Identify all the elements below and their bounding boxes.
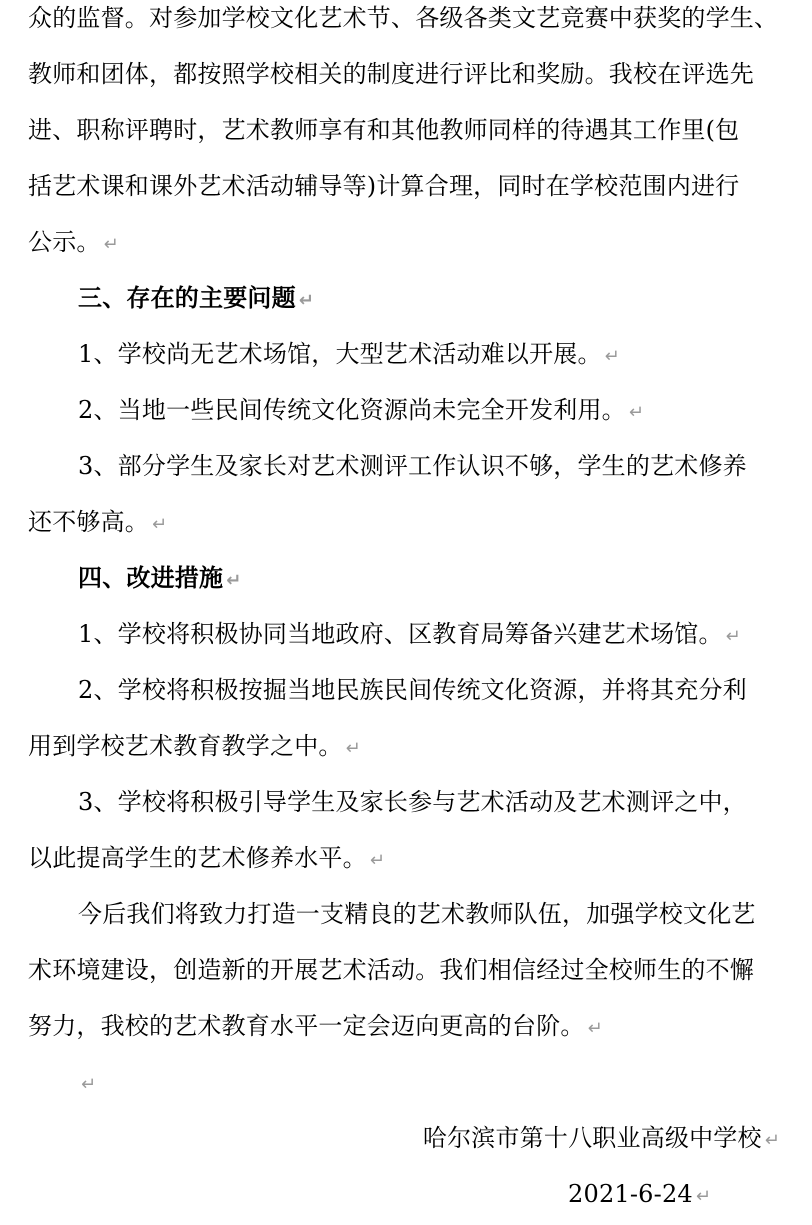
list-item-continuation <box>28 494 780 550</box>
text: 以此提高学生的艺术修养水平。 <box>28 844 367 872</box>
text: 众的监督。对参加学校文化艺术节、各级各类文艺竞赛中获奖的学生、 <box>28 4 779 32</box>
paragraph-mark-icon: ↵ <box>628 402 645 423</box>
paragraph-mark-icon: ↵ <box>345 738 361 759</box>
list-item <box>28 438 780 494</box>
section-heading <box>28 270 780 326</box>
paragraph-mark-icon: ↵ <box>298 290 315 311</box>
paragraph-mark-icon: ↵ <box>81 1074 97 1095</box>
text: 哈尔滨市第十八职业高级中学校 <box>422 1124 762 1152</box>
heading-text: 三、存在的主要问题 <box>78 283 296 312</box>
list-item <box>28 662 780 718</box>
text: 括艺术课和课外艺术活动辅导等)计算合理，同时在学校范围内进行 <box>28 172 740 200</box>
empty-paragraph <box>28 1054 780 1110</box>
text: 2、学校将积极按掘当地民族民间传统文化资源，并将其充分利 <box>78 676 747 704</box>
text: 努力，我校的艺术教育水平一定会迈向更高的台阶。 <box>28 1012 585 1040</box>
paragraph-mark-icon: ↵ <box>369 850 386 871</box>
closing-text-line <box>28 886 780 942</box>
text: 公示。 <box>28 228 101 256</box>
closing-text-line <box>28 942 780 998</box>
body-text-line <box>28 0 780 46</box>
paragraph-mark-icon: ↵ <box>695 1186 712 1207</box>
list-item <box>28 774 780 830</box>
text: 1、学校尚无艺术场馆，大型艺术活动难以开展。 <box>78 340 602 368</box>
text: 教师和团体，都按照学校相关的制度进行评比和奖励。我校在评选先 <box>28 60 754 88</box>
text: 今后我们将致力打造一支精良的艺术教师队伍，加强学校文化艺 <box>78 900 756 928</box>
heading-text: 四、改进措施 <box>78 563 224 592</box>
text: 2021-6-24 <box>568 1180 693 1208</box>
text: 用到学校艺术教育教学之中。 <box>28 732 343 760</box>
body-text-line <box>28 214 780 270</box>
paragraph-mark-icon: ↵ <box>604 346 620 367</box>
text: 3、学校将积极引导学生及家长参与艺术活动及艺术测评之中， <box>78 788 747 816</box>
text: 进、职称评聘时，艺术教师享有和其他教师同样的待遇其工作里(包 <box>28 116 740 144</box>
signature-date <box>28 1166 780 1222</box>
text: 3、部分学生及家长对艺术测评工作认识不够，学生的艺术修养 <box>78 452 747 480</box>
paragraph-mark-icon: ↵ <box>725 626 741 647</box>
list-item <box>28 382 780 438</box>
section-heading <box>28 550 780 606</box>
text: 术环境建设，创造新的开展艺术活动。我们相信经过全校师生的不懈 <box>28 956 754 984</box>
list-item <box>28 326 780 382</box>
paragraph-mark-icon: ↵ <box>152 514 168 535</box>
closing-text-line <box>28 998 780 1054</box>
document-page <box>28 0 780 1222</box>
paragraph-mark-icon: ↵ <box>103 234 119 255</box>
list-item-continuation <box>28 830 780 886</box>
signature-organization <box>28 1110 780 1166</box>
body-text-line <box>28 102 780 158</box>
paragraph-mark-icon: ↵ <box>587 1018 603 1039</box>
list-item-continuation <box>28 718 780 774</box>
body-text-line <box>28 46 780 102</box>
text: 还不够高。 <box>28 508 149 536</box>
text: 1、学校将积极协同当地政府、区教育局筹备兴建艺术场馆。 <box>78 620 723 648</box>
body-text-line <box>28 158 780 214</box>
text: 2、当地一些民间传统文化资源尚未完全开发利用。 <box>78 396 626 424</box>
paragraph-mark-icon: ↵ <box>764 1130 780 1151</box>
list-item <box>28 606 780 662</box>
paragraph-mark-icon: ↵ <box>226 570 242 591</box>
